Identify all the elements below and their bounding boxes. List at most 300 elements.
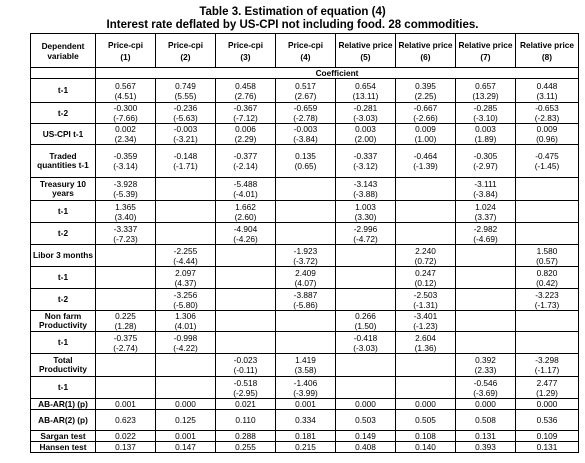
table-cell: [516, 245, 579, 267]
t-statistic-value: (4.51): [114, 90, 137, 101]
coefficient-value: -0.998: [173, 332, 198, 343]
table-cell: [216, 377, 276, 399]
coefficient-value: -0.337: [353, 151, 378, 161]
coefficient-value: -2.982: [473, 223, 498, 234]
table-cell: [96, 223, 156, 245]
table-cell: [336, 103, 396, 124]
t-statistic-value: (-4.44): [173, 255, 198, 266]
table-cell: [156, 289, 216, 311]
t-statistic-value: (4.37): [174, 277, 197, 288]
t-statistic-value: (0.96): [536, 134, 558, 144]
table-cell: [216, 399, 276, 410]
table-cell: [516, 201, 579, 223]
coefficient-value: -0.659: [293, 103, 318, 113]
t-statistic-value: (-1.23): [413, 321, 438, 331]
table-cell: [96, 201, 156, 223]
table-cell: [216, 332, 276, 354]
table-cell: [156, 442, 216, 453]
t-statistic-value: (-1.71): [173, 161, 198, 171]
table-cell: [516, 79, 579, 103]
table-cell: [276, 311, 336, 332]
table-cell: [336, 289, 396, 311]
table-cell: [276, 178, 336, 201]
t-statistic-value: (4.01): [174, 321, 197, 331]
table-cell: [456, 311, 516, 332]
coefficient-value: 0.009: [415, 124, 436, 134]
t-statistic-value: (-4.01): [233, 189, 258, 199]
row-label: t-2: [31, 103, 96, 124]
table-cell: [516, 267, 579, 289]
table-cell: [276, 245, 336, 267]
coefficient-value: -0.418: [353, 332, 378, 343]
t-statistic-value: (0.65): [294, 161, 317, 171]
coefficient-value: 1.024: [475, 201, 496, 212]
table-cell: [156, 245, 216, 267]
coefficient-value: 0.393: [475, 442, 496, 452]
column-header-name: Relative price: [398, 39, 453, 50]
coefficient-value: -3.887: [293, 289, 318, 300]
coefficient-value: 0.503: [355, 415, 376, 425]
t-statistic-value: (-1.73): [534, 299, 560, 310]
table-cell: [96, 332, 156, 354]
table-cell: [216, 311, 276, 332]
coefficient-value: -0.375: [113, 332, 138, 343]
coefficient-value: 0.458: [235, 80, 256, 91]
t-statistic-value: (2.34): [114, 134, 137, 144]
coefficient-value: -0.475: [535, 151, 559, 161]
row-label: t-1: [31, 377, 96, 399]
row-label: t-1: [31, 332, 96, 354]
table-cell: [456, 267, 516, 289]
coefficient-value: 1.662: [235, 201, 256, 212]
table-cell: [96, 245, 156, 267]
table-row: [31, 267, 579, 289]
t-statistic-value: (2.60): [234, 211, 257, 222]
coefficient-value: 0.392: [475, 355, 496, 365]
table-cell: [456, 201, 516, 223]
t-statistic-value: (-2.74): [113, 342, 138, 353]
coefficient-value: 2.604: [415, 332, 436, 343]
coefficient-value: -2.996: [353, 223, 378, 234]
coefficient-value: 0.225: [115, 311, 136, 321]
t-statistic-value: (-3.69): [473, 387, 498, 398]
column-header-number: (8): [541, 51, 553, 62]
column-header-number: (7): [480, 51, 491, 62]
table-cell: [456, 332, 516, 354]
column-header-name: Price-cpi: [107, 39, 144, 50]
coefficient-value: -0.546: [473, 377, 498, 388]
column-header-name: Price-cpi: [227, 39, 264, 50]
table-cell: [396, 223, 456, 245]
table-cell: [216, 223, 276, 245]
coefficient-value: 0.131: [536, 442, 558, 452]
column-header-number: (2): [180, 51, 191, 62]
table-cell: [336, 267, 396, 289]
table-cell: [276, 377, 336, 399]
row-label: t-2: [31, 223, 96, 245]
table-cell: [336, 332, 396, 354]
table-cell: [156, 332, 216, 354]
table-cell: [336, 377, 396, 399]
coefficient-value: 0.006: [235, 124, 256, 134]
table-cell: [516, 410, 579, 431]
t-statistic-value: (-2.66): [413, 113, 438, 123]
coefficient-row: [31, 68, 579, 79]
table-cell: [336, 442, 396, 453]
table-cell: [216, 178, 276, 201]
coefficient-value: 0.001: [295, 399, 316, 409]
t-statistic-value: (-2.83): [534, 113, 560, 123]
table-row: [31, 431, 579, 442]
table-cell: [396, 354, 456, 377]
row-label: Hansen test: [31, 442, 96, 453]
table-cell: [156, 410, 216, 431]
coefficient-value: 0.448: [536, 80, 558, 91]
t-statistic-value: (-3.72): [293, 255, 318, 266]
t-statistic-value: (-3.84): [473, 189, 498, 199]
coefficient-value: 0.536: [536, 415, 558, 425]
coefficient-value: 0.149: [355, 431, 376, 441]
t-statistic-value: (-4.26): [233, 233, 258, 244]
t-statistic-value: (-3.12): [353, 161, 378, 171]
coefficient-value: -0.003: [293, 124, 318, 134]
table-cell: [336, 399, 396, 410]
column-header-4: [276, 34, 336, 68]
coefficient-value: 0.147: [175, 442, 196, 452]
table-cell: [396, 201, 456, 223]
table-cell: [156, 223, 216, 245]
coefficient-value: -3.256: [173, 289, 198, 300]
table-cell: [456, 410, 516, 431]
table-title: Table 3. Estimation of equation (4): [199, 6, 386, 18]
table-cell: [276, 103, 336, 124]
table-row: [31, 410, 579, 431]
table-cell: [96, 399, 156, 410]
coefficient-value: -0.281: [353, 103, 378, 113]
table-cell: [276, 267, 336, 289]
table-cell: [216, 289, 276, 311]
row-label: AB-AR(1) (p): [31, 399, 96, 410]
table-cell: [96, 79, 156, 103]
coefficient-value: 0.110: [235, 415, 256, 425]
table-cell: [156, 354, 216, 377]
table-cell: [456, 145, 516, 178]
table-cell: [336, 223, 396, 245]
coefficient-value: 0.109: [536, 431, 558, 441]
coefficient-value: 0.003: [475, 124, 496, 134]
t-statistic-value: (0.72): [414, 255, 437, 266]
table-cell: [216, 145, 276, 178]
coefficient-value: -3.143: [353, 179, 378, 189]
table-cell: [456, 399, 516, 410]
table-cell: [96, 145, 156, 178]
t-statistic-value: (-1.17): [534, 365, 560, 375]
t-statistic-value: (2.29): [234, 134, 257, 144]
table-row: [31, 245, 579, 267]
header-row: [31, 34, 579, 68]
t-statistic-value: (-5.39): [113, 189, 138, 199]
table-cell: [516, 103, 579, 124]
coefficient-value: 1.580: [536, 245, 558, 256]
coefficient-value: 1.419: [295, 355, 316, 365]
table-cell: [156, 124, 216, 145]
t-statistic-value: (-7.66): [113, 113, 138, 123]
coefficient-value: 0.002: [115, 124, 136, 134]
t-statistic-value: (3.58): [294, 365, 317, 375]
table-cell: [276, 79, 336, 103]
table-cell: [276, 354, 336, 377]
coefficient-value: -0.667: [413, 103, 438, 113]
table-cell: [396, 442, 456, 453]
table-cell: [396, 79, 456, 103]
row-label: Sargan test: [31, 431, 96, 442]
t-statistic-value: (-7.12): [233, 113, 258, 123]
t-statistic-value: (0.12): [414, 277, 437, 288]
table-cell: [96, 311, 156, 332]
t-statistic-value: (-5.80): [173, 299, 198, 310]
t-statistic-value: (3.40): [114, 211, 137, 222]
coefficient-spacer: [31, 68, 96, 79]
coefficient-value: 0.288: [235, 431, 256, 441]
column-header-name: Price-cpi: [287, 39, 324, 50]
table-cell: [456, 289, 516, 311]
column-header-5: [336, 34, 396, 68]
table-cell: [156, 399, 216, 410]
t-statistic-value: (13.11): [352, 90, 379, 101]
t-statistic-value: (-3.10): [473, 113, 498, 123]
table-cell: [216, 410, 276, 431]
table-cell: [516, 442, 579, 453]
t-statistic-value: (1.50): [354, 321, 377, 331]
t-statistic-value: (1.28): [114, 321, 137, 331]
coefficient-value: 0.009: [536, 124, 558, 134]
t-statistic-value: (-0.11): [233, 365, 258, 375]
table-cell: [336, 124, 396, 145]
coefficient-value: 2.240: [415, 245, 436, 256]
coefficient-value: -0.359: [113, 151, 138, 161]
table-cell: [216, 267, 276, 289]
coefficient-value: 0.517: [295, 80, 316, 91]
table-cell: [396, 267, 456, 289]
t-statistic-value: (-3.03): [353, 113, 378, 123]
coefficient-value: 0.000: [415, 399, 436, 409]
estimation-table: [30, 33, 579, 453]
table-cell: [456, 442, 516, 453]
t-statistic-value: (3.30): [354, 211, 377, 222]
coefficient-value: -0.148: [173, 151, 198, 161]
column-header-name: Relative price: [338, 39, 393, 50]
table-cell: [336, 410, 396, 431]
table-cell: [156, 201, 216, 223]
table-cell: [456, 431, 516, 442]
table-cell: [216, 103, 276, 124]
table-cell: [336, 311, 396, 332]
coefficient-value: 0.135: [295, 151, 316, 161]
table-cell: [396, 245, 456, 267]
t-statistic-value: (-4.69): [473, 233, 498, 244]
column-header-name: Price-cpi: [167, 39, 204, 50]
column-header-3: [216, 34, 276, 68]
coefficient-value: -0.653: [535, 103, 559, 113]
column-header-number: (4): [300, 51, 311, 62]
table-cell: [216, 431, 276, 442]
row-label: US-CPI t-1: [31, 124, 96, 145]
row-label: t-2: [31, 289, 96, 311]
table-cell: [96, 377, 156, 399]
row-label: Traded quantities t-1: [31, 145, 96, 178]
table-cell: [96, 289, 156, 311]
table-cell: [216, 442, 276, 453]
coefficient-value: 0.000: [175, 399, 196, 409]
t-statistic-value: (2.33): [474, 365, 497, 375]
table-cell: [396, 311, 456, 332]
coefficient-value: 0.131: [475, 431, 496, 441]
table-cell: [216, 124, 276, 145]
table-cell: [336, 245, 396, 267]
t-statistic-value: (4.07): [294, 277, 317, 288]
table-cell: [456, 79, 516, 103]
coefficient-value: -1.923: [293, 245, 318, 256]
table-cell: [276, 431, 336, 442]
table-cell: [396, 431, 456, 442]
coefficient-value: 0.623: [115, 415, 136, 425]
t-statistic-value: (-2.14): [233, 161, 258, 171]
coefficient-value: 2.477: [536, 377, 558, 388]
table-cell: [276, 442, 336, 453]
table-cell: [456, 354, 516, 377]
table-row: [31, 289, 579, 311]
table-row: [31, 332, 579, 354]
coefficient-value: 0.000: [475, 399, 496, 409]
row-label: t-1: [31, 79, 96, 103]
t-statistic-value: (2.76): [234, 90, 257, 101]
table-cell: [96, 431, 156, 442]
table-cell: [396, 124, 456, 145]
coefficient-value: 0.001: [115, 399, 136, 409]
table-cell: [396, 289, 456, 311]
table-row: [31, 103, 579, 124]
table-cell: [156, 311, 216, 332]
t-statistic-value: (2.25): [414, 90, 437, 101]
table-cell: [96, 442, 156, 453]
coefficient-value: 0.654: [355, 80, 376, 91]
table-row: [31, 223, 579, 245]
t-statistic-value: (5.55): [174, 90, 197, 101]
t-statistic-value: (-7.23): [113, 233, 138, 244]
t-statistic-value: (-5.63): [173, 113, 198, 123]
t-statistic-value: (-4.22): [173, 342, 198, 353]
coefficient-value: -0.023: [233, 355, 258, 365]
table-cell: [216, 79, 276, 103]
coefficient-value: 1.306: [175, 311, 196, 321]
t-statistic-value: (-3.88): [353, 189, 378, 199]
column-header-6: [396, 34, 456, 68]
table-cell: [516, 354, 579, 377]
t-statistic-value: (-2.95): [233, 387, 258, 398]
table-cell: [276, 399, 336, 410]
table-cell: [156, 103, 216, 124]
table-cell: [336, 79, 396, 103]
table-cell: [216, 245, 276, 267]
coefficient-value: -0.464: [413, 151, 438, 161]
coefficient-value: 1.003: [355, 201, 376, 212]
t-statistic-value: (3.11): [536, 90, 558, 101]
table-cell: [336, 145, 396, 178]
table-cell: [516, 178, 579, 201]
coefficient-value: 0.334: [295, 415, 316, 425]
table-row: [31, 79, 579, 103]
coefficient-value: 0.395: [415, 80, 436, 91]
coefficient-value: -3.111: [474, 179, 497, 189]
table-cell: [396, 410, 456, 431]
coefficient-value: -3.223: [535, 289, 559, 300]
coefficient-value: -2.255: [173, 245, 198, 256]
coefficient-value: -0.377: [233, 151, 258, 161]
coefficient-value: -4.904: [233, 223, 258, 234]
table-cell: [96, 103, 156, 124]
t-statistic-value: (-3.14): [113, 161, 138, 171]
coefficient-value: 0.137: [115, 442, 136, 452]
table-cell: [396, 103, 456, 124]
column-header-number: (6): [420, 51, 431, 62]
coefficient-value: 0.125: [175, 415, 196, 425]
table-cell: [336, 178, 396, 201]
dependent-variable-label: Dependent variable: [31, 34, 96, 68]
table-cell: [276, 201, 336, 223]
table-cell: [456, 103, 516, 124]
coefficient-value: 0.508: [475, 415, 496, 425]
column-header-number: (1): [120, 51, 131, 62]
table-cell: [456, 223, 516, 245]
table-cell: [96, 354, 156, 377]
t-statistic-value: (1.36): [414, 342, 437, 353]
table-row: [31, 178, 579, 201]
table-cell: [516, 332, 579, 354]
coefficient-label: Coefficient: [96, 68, 579, 79]
coefficient-value: 2.409: [295, 267, 316, 278]
table-cell: [456, 377, 516, 399]
coefficient-value: 0.181: [295, 431, 316, 441]
coefficient-value: -1.406: [293, 377, 318, 388]
table-cell: [516, 145, 579, 178]
t-statistic-value: (1.89): [474, 134, 497, 144]
table-row: [31, 145, 579, 178]
table-cell: [456, 124, 516, 145]
t-statistic-value: (2.67): [294, 90, 317, 101]
coefficient-value: 0.408: [355, 442, 376, 452]
row-label: Libor 3 months: [31, 245, 96, 267]
coefficient-value: 0.021: [235, 399, 256, 409]
coefficient-value: 0.022: [115, 431, 136, 441]
table-subtitle: Interest rate deflated by US-CPI not including food. 28 commodities.: [106, 19, 479, 31]
row-label: Treasury 10 years: [31, 178, 96, 201]
coefficient-value: 0.247: [415, 267, 436, 278]
row-label: t-1: [31, 201, 96, 223]
table-cell: [216, 354, 276, 377]
table-cell: [396, 178, 456, 201]
table-cell: [516, 289, 579, 311]
row-label: Total Productivity: [31, 354, 96, 377]
table-cell: [456, 245, 516, 267]
coefficient-value: -2.503: [413, 289, 438, 300]
table-cell: [516, 124, 579, 145]
table-cell: [276, 410, 336, 431]
t-statistic-value: (-3.99): [293, 387, 318, 398]
coefficient-value: 0.108: [415, 431, 436, 441]
coefficient-value: 0.820: [536, 267, 558, 278]
coefficient-value: 0.567: [115, 80, 136, 91]
t-statistic-value: (2.00): [354, 134, 377, 144]
